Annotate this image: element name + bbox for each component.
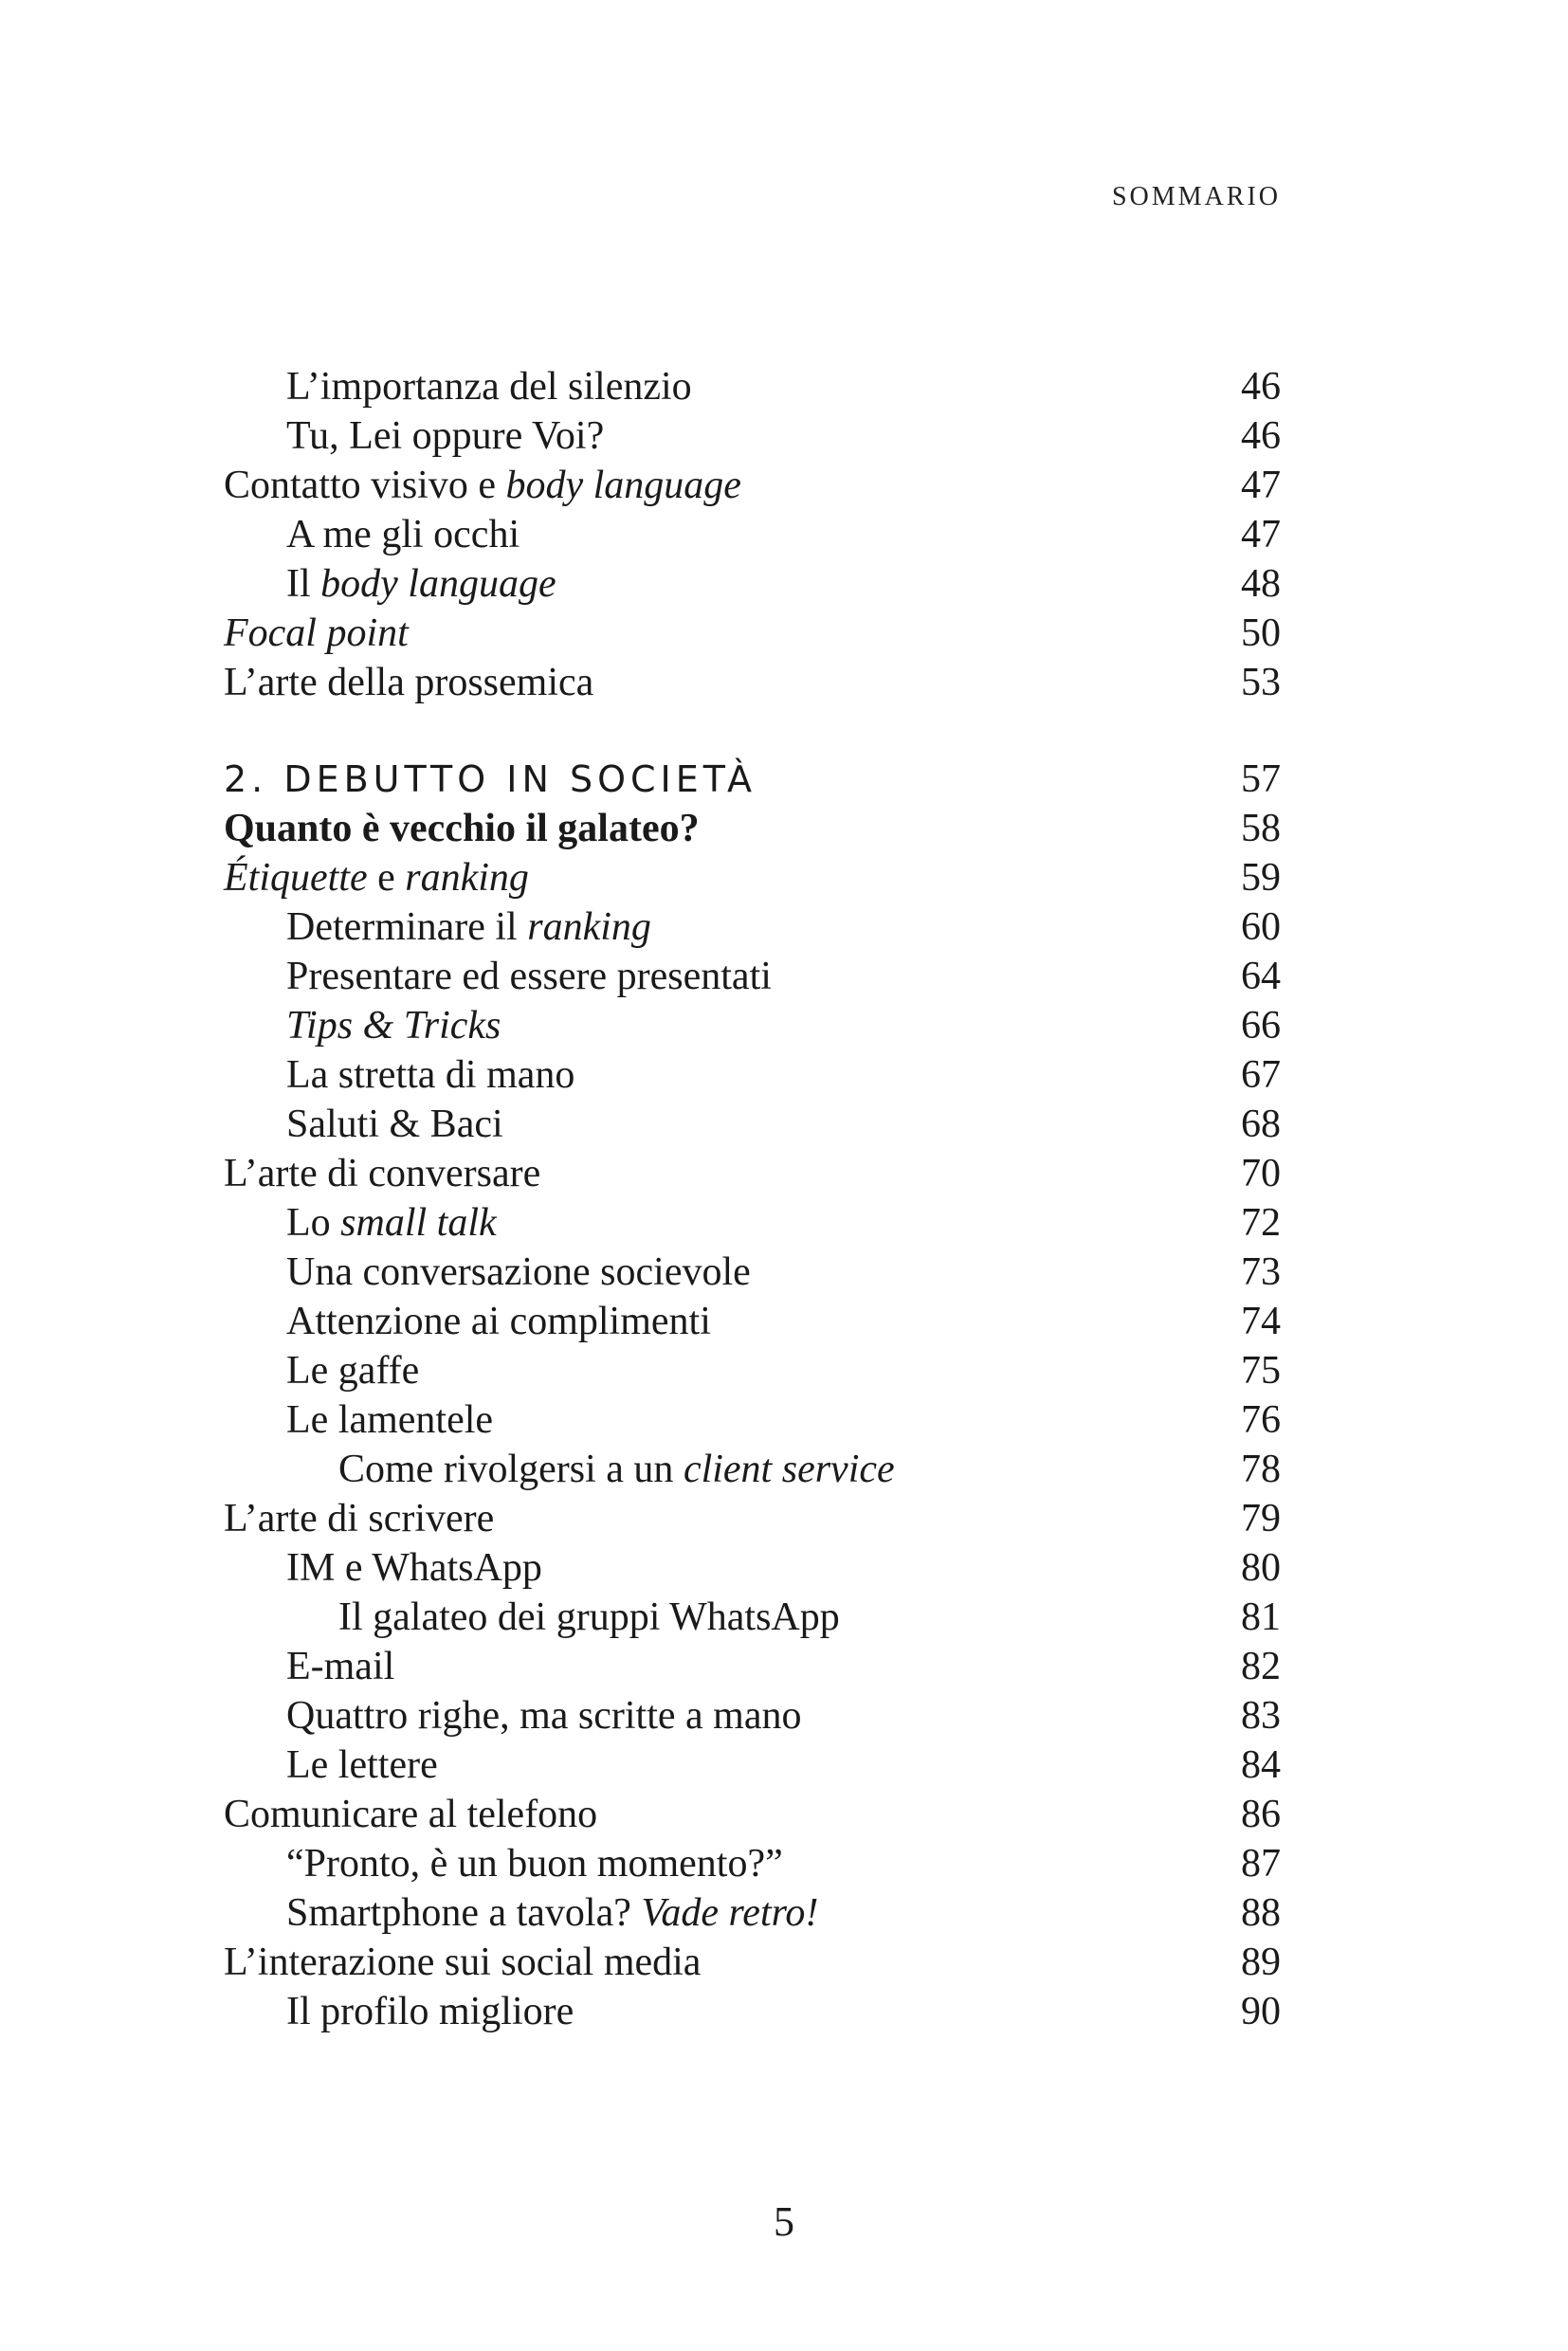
toc-entry-page: 60: [1241, 905, 1281, 949]
toc-entry-page: 78: [1241, 1448, 1281, 1491]
toc-entry-page: 90: [1241, 1990, 1281, 2033]
toc-entry-page: 50: [1241, 611, 1281, 655]
toc-entry-title-part: Lo: [286, 1201, 341, 1245]
toc-entry-page: 74: [1241, 1300, 1281, 1343]
toc-entry: [224, 1100, 1281, 1149]
toc-entry-title-part: Il galateo dei gruppi WhatsApp: [338, 1595, 840, 1639]
toc-entry-title-part: Una conversazione socievole: [286, 1250, 751, 1294]
toc-entry-title-part: La stretta di mano: [286, 1053, 575, 1097]
toc-entry: [224, 1642, 1281, 1691]
toc-entry-title-part: E-mail: [286, 1645, 395, 1688]
toc-chapter-heading: [224, 755, 1281, 804]
toc-entry-title: [286, 559, 556, 609]
toc-entry-page: 72: [1241, 1201, 1281, 1245]
toc-entry-page: 80: [1241, 1546, 1281, 1590]
toc-entry-page: 47: [1241, 513, 1281, 556]
toc-entry-title: [224, 755, 757, 804]
toc-entry: [224, 1790, 1281, 1839]
toc-entry-title: [286, 952, 772, 1001]
toc-entry-title-part: L’importanza del silenzio: [286, 365, 692, 409]
toc-entry-page: 83: [1241, 1694, 1281, 1738]
toc-entry-title: [286, 1543, 542, 1593]
toc-entry-title: [224, 1494, 494, 1543]
toc-entry: [224, 362, 1281, 411]
toc-entry-page: 88: [1241, 1891, 1281, 1935]
toc-entry: [224, 1938, 1281, 1987]
toc-entry-page: 47: [1241, 464, 1281, 507]
toc-entry-page: 89: [1241, 1941, 1281, 1984]
toc-entry-title: [286, 510, 520, 559]
toc-entry-title-part: Attenzione ai complimenti: [286, 1300, 711, 1343]
toc-entry-title-part: A me gli occhi: [286, 513, 520, 556]
toc-entry-title-part: Quanto è vecchio il galateo?: [224, 807, 700, 850]
toc-entry: [224, 1691, 1281, 1740]
toc-entry-title-part: L’interazione sui social media: [224, 1941, 702, 1984]
toc-entry-page: 84: [1241, 1743, 1281, 1787]
toc-entry-title: [286, 411, 604, 461]
toc-entry-title: [338, 1593, 840, 1642]
toc-entry-title-part: small talk: [340, 1201, 497, 1245]
toc-entry: [224, 1445, 1281, 1494]
toc-entry: [224, 1001, 1281, 1050]
toc-entry-page: 76: [1241, 1398, 1281, 1442]
toc-entry-title: [286, 1888, 818, 1938]
toc-entry-title-part: Le lettere: [286, 1743, 438, 1787]
toc-entry: [224, 658, 1281, 707]
toc-entry: [224, 1346, 1281, 1395]
toc-entry-page: 46: [1241, 414, 1281, 458]
toc-entry-page: 58: [1241, 807, 1281, 850]
toc-entry-title-part: L’arte della prossemica: [224, 661, 594, 704]
toc-entry-title: [286, 362, 692, 411]
toc-entry-title-part: Focal point: [224, 611, 409, 655]
toc-entry-title-part: Vade retro!: [641, 1891, 819, 1935]
toc-entry-title: [224, 853, 529, 902]
toc-entry-title: [286, 1297, 711, 1346]
toc-entry-title-part: Saluti & Baci: [286, 1103, 503, 1146]
toc-entry: [224, 461, 1281, 510]
toc-entry: [224, 1494, 1281, 1543]
toc-entry: [224, 1297, 1281, 1346]
toc-entry-title-part: body language: [505, 464, 741, 507]
toc-entry: [224, 1198, 1281, 1248]
toc-entry-title-part: Presentare ed essere presentati: [286, 955, 772, 998]
toc-entry-page: 73: [1241, 1250, 1281, 1294]
toc-entry-title: [286, 1001, 501, 1050]
toc-entry: [224, 1395, 1281, 1445]
toc-entry: [224, 510, 1281, 559]
toc-entry-page: 79: [1241, 1497, 1281, 1540]
toc-entry-title-part: 2. DEBUTTO IN SOCIETÀ: [224, 758, 757, 800]
toc-entry-title-part: L’arte di conversare: [224, 1152, 541, 1195]
toc-entry-page: 57: [1241, 757, 1281, 801]
toc-entry-title-part: Come rivolgersi a un: [338, 1448, 684, 1491]
toc-entry-title-part: Il profilo migliore: [286, 1990, 574, 2033]
toc-entry-title: [224, 804, 700, 853]
toc-entry-page: 46: [1241, 365, 1281, 409]
toc-entry-title: [338, 1445, 895, 1494]
toc-entry: [224, 559, 1281, 609]
toc-entry: [224, 1149, 1281, 1198]
toc-entry: [224, 1888, 1281, 1938]
toc-entry-page: 81: [1241, 1595, 1281, 1639]
running-head: SOMMARIO: [1111, 182, 1281, 211]
toc-entry: [224, 902, 1281, 952]
toc-entry-title-part: Quattro righe, ma scritte a mano: [286, 1694, 802, 1738]
toc-entry-title: [224, 1790, 597, 1839]
toc-entry-page: 87: [1241, 1842, 1281, 1886]
toc-entry-page: 70: [1241, 1152, 1281, 1195]
toc-entry-title-part: e: [367, 856, 406, 900]
toc-entry: [224, 1593, 1281, 1642]
toc-entry-title-part: Contatto visivo e: [224, 464, 506, 507]
toc-entry-title: [286, 1691, 801, 1740]
toc-entry-page: 67: [1241, 1053, 1281, 1097]
toc-entry-page: 86: [1241, 1793, 1281, 1836]
toc-entry-title-part: Tu, Lei oppure Voi?: [286, 414, 605, 458]
toc-entry-title-part: Étiquette: [224, 856, 368, 900]
toc-entry-page: 64: [1241, 955, 1281, 998]
toc-entry-title: [224, 658, 593, 707]
toc-entry-title: [286, 902, 651, 952]
toc-entry: [224, 1248, 1281, 1297]
toc-entry-title-part: L’arte di scrivere: [224, 1497, 495, 1540]
toc-entry: [224, 1050, 1281, 1100]
toc-entry-title-part: ranking: [527, 905, 651, 949]
toc-entry-title: [224, 1149, 540, 1198]
table-of-contents: [224, 362, 1281, 2036]
toc-entry-title-part: Smartphone a tavola?: [286, 1891, 642, 1935]
toc-entry: [224, 1543, 1281, 1593]
toc-entry-title-part: IM e WhatsApp: [286, 1546, 542, 1590]
toc-entry-title-part: body language: [320, 562, 556, 606]
page-number: 5: [774, 2198, 794, 2245]
toc-entry-title-part: client service: [683, 1448, 895, 1491]
toc-entry-title-part: ranking: [405, 856, 529, 900]
toc-entry-title-part: Il: [286, 562, 321, 606]
toc-entry: [224, 952, 1281, 1001]
toc-entry-title: [286, 1248, 751, 1297]
toc-entry-title: [286, 1395, 493, 1445]
toc-entry: [224, 1839, 1281, 1888]
toc-entry-title-part: Le gaffe: [286, 1349, 420, 1393]
toc-entry-title: [286, 1050, 574, 1100]
toc-entry-title-part: Tips & Tricks: [286, 1004, 501, 1048]
toc-entry-page: 66: [1241, 1004, 1281, 1048]
toc-entry-page: 48: [1241, 562, 1281, 606]
toc-entry-title: [286, 1987, 574, 2036]
toc-entry-page: 82: [1241, 1645, 1281, 1688]
toc-entry-title-part: Determinare il: [286, 905, 528, 949]
toc-entry-page: 59: [1241, 856, 1281, 900]
toc-entry-title: [286, 1839, 783, 1888]
toc-entry: [224, 804, 1281, 853]
toc-entry-title-part: Le lamentele: [286, 1398, 494, 1442]
toc-entry-title: [286, 1740, 438, 1790]
toc-entry-title-part: Comunicare al telefono: [224, 1793, 598, 1836]
toc-entry-title: [286, 1198, 497, 1248]
toc-entry-title: [286, 1346, 419, 1395]
toc-entry: [224, 853, 1281, 902]
toc-entry: [224, 609, 1281, 658]
toc-entry-title: [224, 461, 741, 510]
toc-entry: [224, 1740, 1281, 1790]
toc-entry-title: [286, 1642, 394, 1691]
toc-entry-page: 75: [1241, 1349, 1281, 1393]
toc-entry-title: [286, 1100, 503, 1149]
toc-entry-title-part: “Pronto, è un buon momento?”: [286, 1842, 783, 1886]
toc-entry-page: 68: [1241, 1103, 1281, 1146]
toc-entry-page: 53: [1241, 661, 1281, 704]
toc-entry: [224, 411, 1281, 461]
toc-entry-title: [224, 1938, 701, 1987]
toc-entry-title: [224, 609, 409, 658]
toc-entry: [224, 1987, 1281, 2036]
